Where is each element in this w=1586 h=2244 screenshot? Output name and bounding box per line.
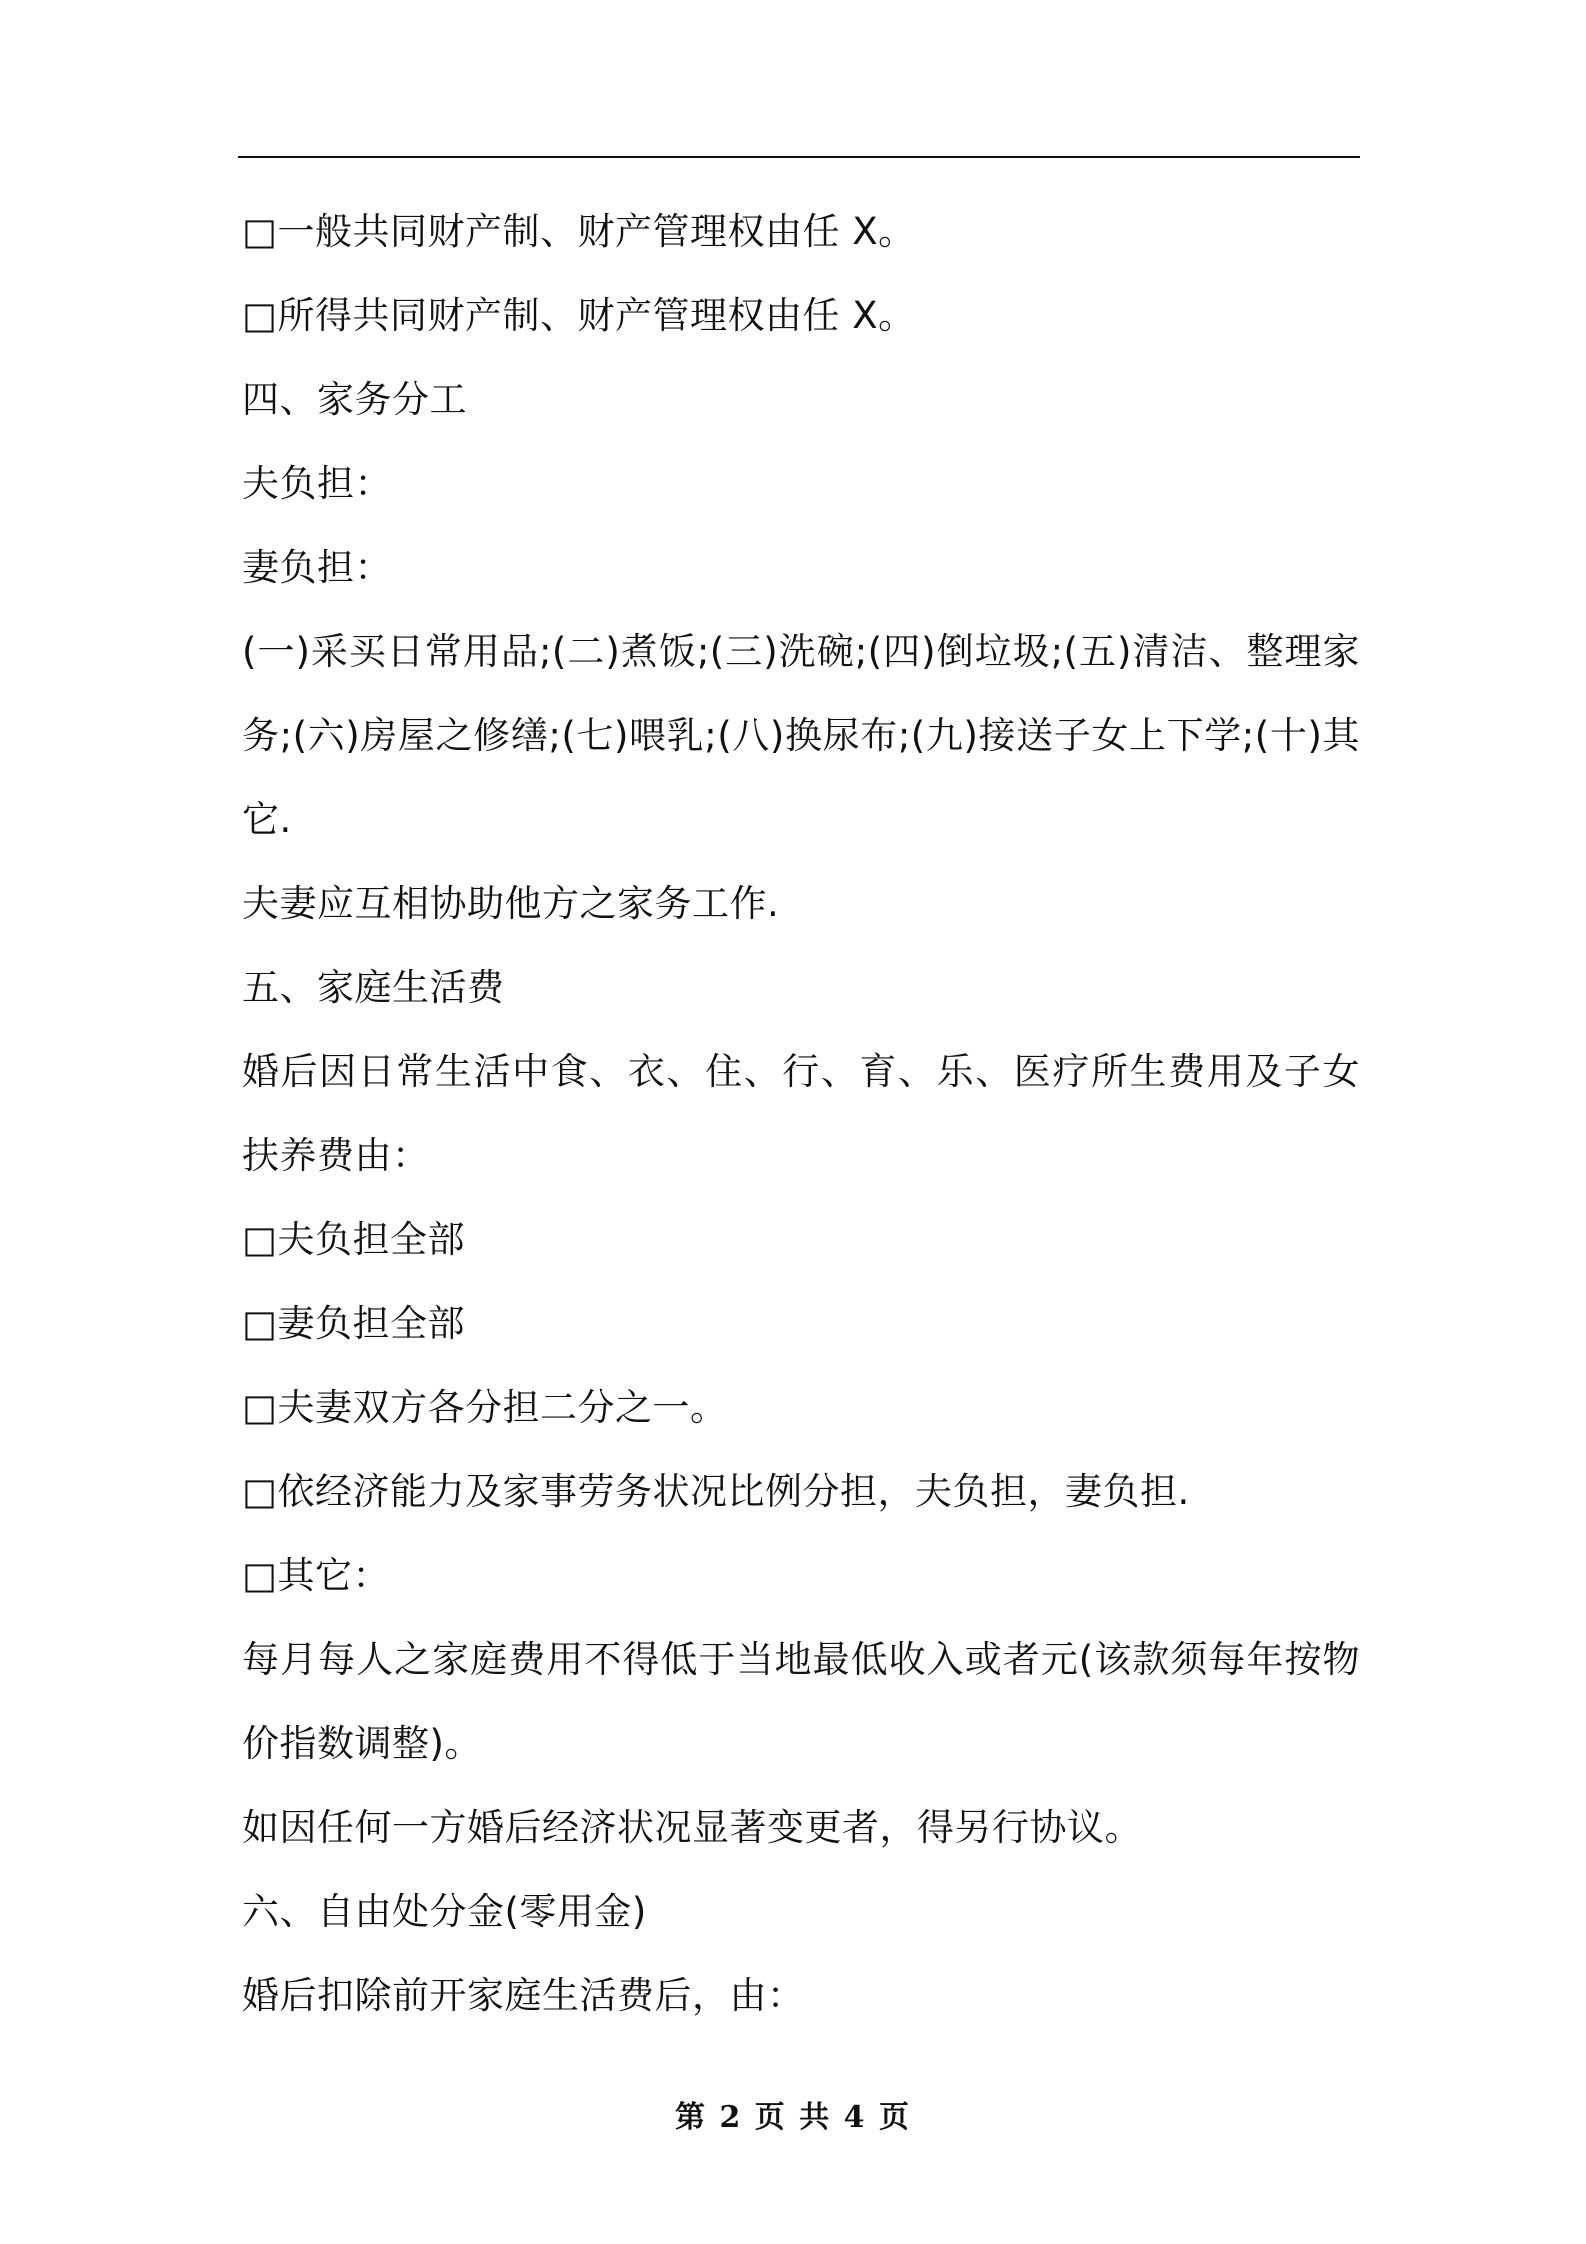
option-general-community-property: □一般共同财产制、财产管理权由任 X。 xyxy=(242,210,916,253)
document-body xyxy=(242,190,1360,2038)
option-income-community-property: □所得共同财产制、财产管理权由任 X。 xyxy=(242,294,916,337)
section6-intro: 婚后扣除前开家庭生活费后，由： xyxy=(242,1974,805,2017)
option-husband-all: □夫负担全部 xyxy=(242,1218,465,1261)
option-proportional: □依经济能力及家事劳务状况比例分担，夫负担，妻负担. xyxy=(242,1470,1190,1513)
minimum-expense-paragraph: 每月每人之家庭费用不得低于当地最低收入或者元(该款须每年按物价指数调整)。 xyxy=(242,1638,1360,1765)
section5-intro-paragraph: 婚后因日常生活中食、衣、住、行、育、乐、医疗所生费用及子女扶养费由： xyxy=(242,1050,1360,1177)
header-rule xyxy=(238,156,1360,158)
mutual-help-clause: 夫妻应互相协助他方之家务工作. xyxy=(242,882,780,925)
page-number-label: 第 2 页 共 4 页 xyxy=(675,2100,911,2135)
section4-title: 四、家务分工 xyxy=(242,378,467,421)
husband-burden-label: 夫负担： xyxy=(242,462,392,505)
page-number-footer xyxy=(0,2092,1586,2136)
option-split-half: □夫妻双方各分担二分之一。 xyxy=(242,1386,728,1429)
wife-burden-label: 妻负担： xyxy=(242,546,392,589)
section5-title: 五、家庭生活费 xyxy=(242,966,505,1009)
option-other: □其它： xyxy=(242,1554,390,1597)
chores-list-paragraph: (一)采买日常用品;(二)煮饭;(三)洗碗;(四)倒垃圾;(五)清洁、整理家务;(六)房屋之修缮;(七)喂乳;(八)换尿布;(九)接送子女上下学;(十)其它. xyxy=(242,630,1360,841)
option-wife-all: □妻负担全部 xyxy=(242,1302,465,1345)
change-clause: 如因任何一方婚后经济状况显著变更者，得另行协议。 xyxy=(242,1806,1142,1849)
section6-title: 六、自由处分金(零用金) xyxy=(242,1890,647,1933)
